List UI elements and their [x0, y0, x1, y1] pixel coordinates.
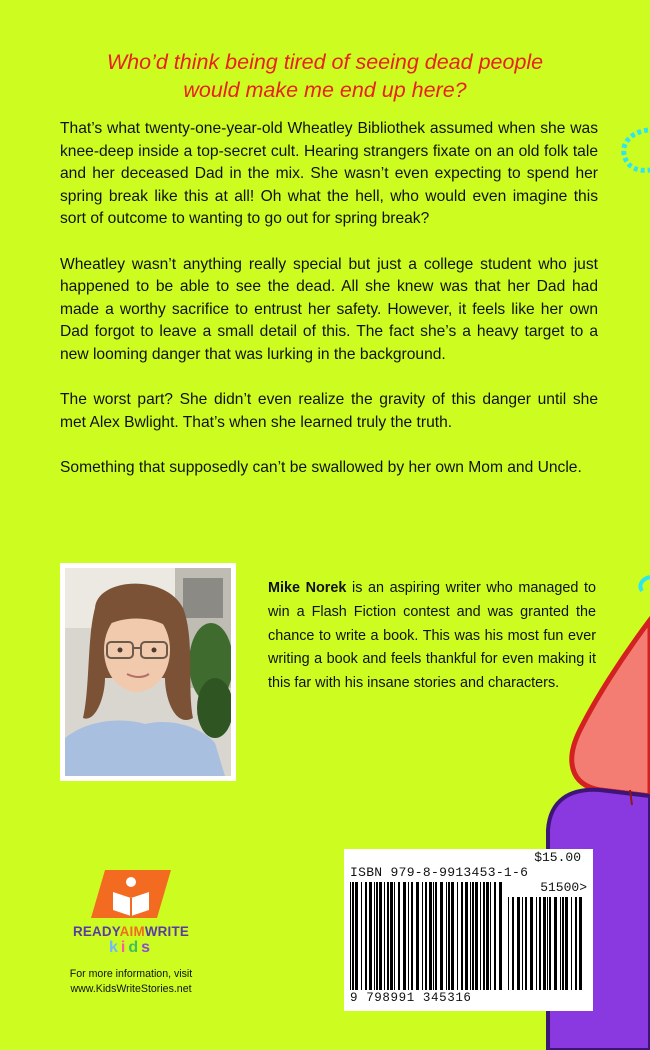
blurb-paragraph-3: The worst part? She didn’t even realize the gravity of this danger until she met Alex Bwlight. That’s when she learned truly the truth. — [60, 391, 598, 431]
barcode-bar — [494, 882, 496, 990]
barcode-bar — [547, 897, 548, 990]
kids-letter: d — [128, 939, 142, 956]
book-blurb — [60, 118, 598, 480]
barcode-bar — [422, 882, 423, 990]
author-bio-text: is an aspiring writer who managed to win a Flash Fiction contest and was granted the chance to write a book. This was his most fun ever writing a book and feels thankful for even making it this far with his insane stories and characters. — [268, 580, 596, 692]
tagline-line-2: would make me end up here? — [183, 78, 467, 102]
kids-letter: i — [120, 939, 129, 956]
info-line-1: For more information, visit — [69, 968, 193, 980]
barcode-bar — [394, 882, 395, 990]
publisher-brand — [62, 924, 200, 939]
barcode-bar — [369, 882, 372, 990]
barcode-bar — [448, 882, 450, 990]
info-line-2: www.KidsWriteStories.net — [70, 983, 192, 995]
barcode-bar — [539, 897, 541, 990]
ean-digits: 9 798991 345316 — [350, 991, 472, 1005]
barcode-bar — [425, 882, 427, 990]
barcode-bar — [408, 882, 409, 990]
barcode-bar — [440, 882, 443, 990]
publisher-kids — [62, 939, 200, 957]
barcode-bar — [543, 897, 546, 990]
barcode-bar — [475, 882, 478, 990]
barcode-bar — [554, 897, 557, 990]
barcode-bar — [565, 897, 568, 990]
blurb-paragraph-4: Something that supposedly can’t be swallowed by her own Mom and Uncle. — [60, 458, 582, 476]
isbn-number: ISBN 979-8-9913453-1-6 — [350, 865, 529, 880]
barcode-bar — [390, 882, 393, 990]
barcode-bar — [465, 882, 468, 990]
addon-barcode-bars — [508, 897, 586, 1005]
brand-aim: AIM — [119, 924, 145, 939]
barcode-bar — [472, 882, 474, 990]
barcode-bar — [571, 897, 572, 990]
barcode-bar — [398, 882, 400, 990]
barcode-bar — [376, 882, 378, 990]
author-photo — [60, 563, 236, 781]
barcode-bar — [486, 882, 489, 990]
barcode-bar — [483, 882, 485, 990]
barcode-label — [344, 849, 593, 1011]
author-name: Mike Norek — [268, 580, 347, 596]
barcode-bar — [508, 897, 509, 990]
barcode-bar — [352, 882, 354, 990]
barcode-bar — [433, 882, 434, 990]
tagline — [40, 48, 610, 104]
brand-write: WRITE — [144, 924, 189, 939]
barcode-bar — [512, 897, 514, 990]
barcode-bar — [499, 882, 502, 990]
barcode-bar — [530, 897, 533, 990]
brand-ready: READY — [73, 924, 120, 939]
barcode-bar — [411, 882, 413, 990]
cyan-doodle-decoration — [612, 120, 650, 190]
barcode-bar — [480, 882, 481, 990]
barcode-bar — [446, 882, 447, 990]
barcode-bar — [461, 882, 463, 990]
barcode-bar — [429, 882, 432, 990]
barcode-bar — [384, 882, 385, 990]
barcode-bar — [374, 882, 375, 990]
barcode-bar — [361, 882, 362, 990]
kids-letter: k — [108, 939, 121, 956]
cyan-dot-decoration — [634, 575, 650, 595]
barcode-bar — [451, 882, 454, 990]
barcode-bar — [435, 882, 437, 990]
barcode-bar — [355, 882, 358, 990]
barcode-bar — [350, 882, 351, 990]
barcode-bar — [549, 897, 551, 990]
barcode-bar — [562, 897, 564, 990]
barcode-bar — [457, 882, 458, 990]
kids-letter: s — [141, 939, 154, 956]
price-code: 51500> — [540, 880, 587, 895]
tagline-line-1: Who’d think being tired of seeing dead people — [106, 50, 544, 74]
barcode-bar — [403, 882, 406, 990]
barcode-bar — [525, 897, 527, 990]
barcode-bar — [560, 897, 561, 990]
barcode-bar — [575, 897, 577, 990]
publisher-info — [62, 967, 200, 997]
price-label: $15.00 — [534, 850, 581, 865]
barcode-bar — [490, 882, 491, 990]
barcode-bar — [536, 897, 537, 990]
barcode-bar — [365, 882, 367, 990]
barcode-bar — [470, 882, 471, 990]
blurb-paragraph-2: Wheatley wasn’t anything really special but just a college student who just happened to be able to see the dead. All she knew was that her Dad had made a worthy sacrifice to entrust her safety. However, it feels like her own Dad forgot to leave a small detail of this. The fact she’s a heavy target to a new looming danger that was lurking in the background. — [60, 255, 598, 363]
blurb-paragraph-1: That’s what twenty-one-year-old Wheatley Bibliothek assumed when she was knee-deep inside a top-secret cult. Hearing strangers fixate on an old folk tale and her deceased Dad in the mix. She wasn’t even expecting to spend her spring break like this at all! Oh what the hell, who would even imagine this sort of outcome to wanting to go out for spring break? — [60, 120, 598, 228]
book-reader-icon — [89, 868, 173, 920]
barcode-bar — [387, 882, 389, 990]
publisher-logo — [62, 868, 200, 997]
barcode-bar — [379, 882, 382, 990]
barcode-bar — [517, 897, 520, 990]
barcode-bar — [579, 897, 582, 990]
barcode-bar — [522, 897, 523, 990]
barcode-bar — [416, 882, 419, 990]
author-portrait-image — [65, 568, 231, 776]
ean-barcode-bars — [350, 882, 502, 990]
author-bio — [268, 577, 596, 696]
